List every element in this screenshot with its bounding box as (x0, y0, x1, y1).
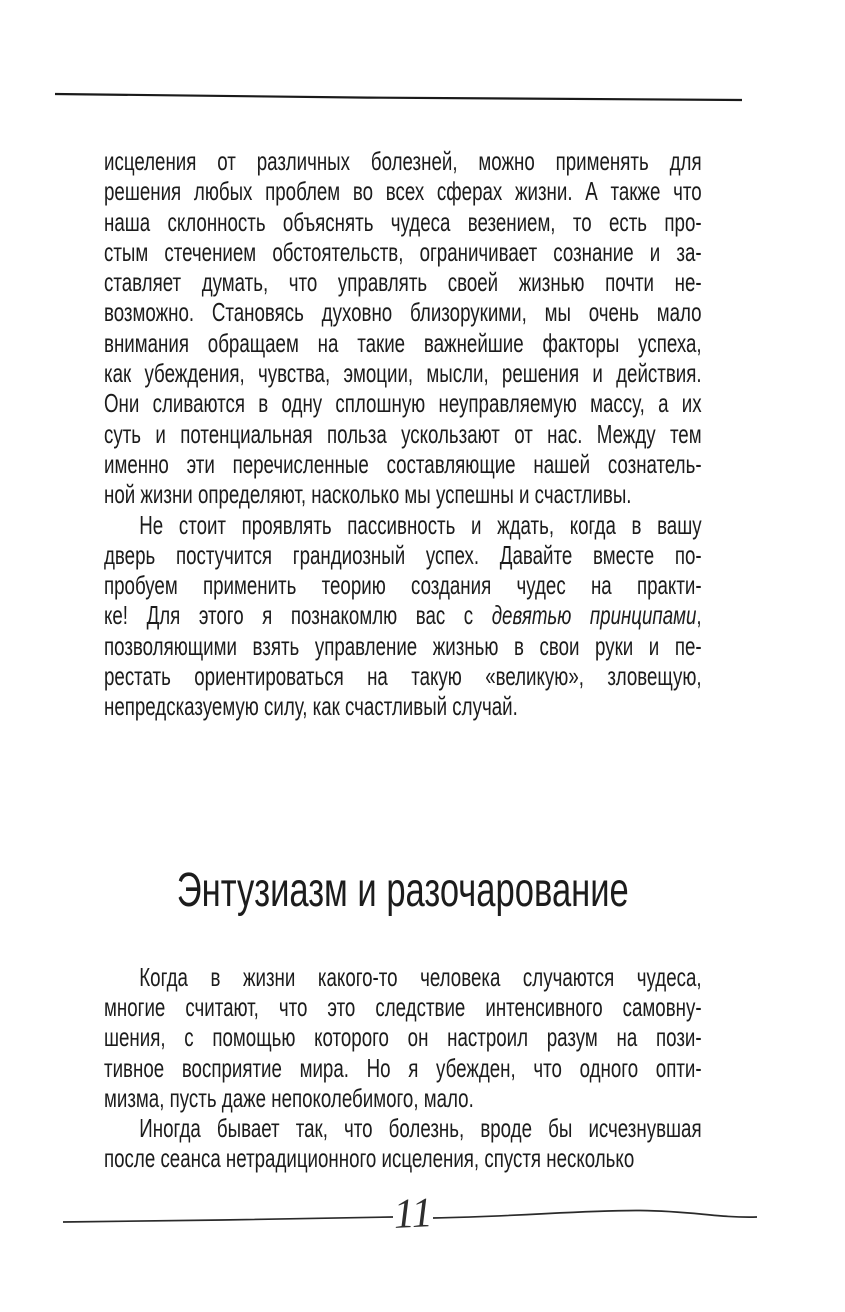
text-line: тивное восприятие мира. Но я убежден, что одного опти- (104, 1052, 702, 1083)
text-line: стым стечением обстоятельств, ограничивает сознание и за- (104, 236, 702, 267)
text-line: наша склонность объяснять чудеса везением, то есть про- (104, 206, 702, 237)
text-block-top (104, 146, 702, 722)
text-line: решения любых проблем во всех сферах жизни. А также что (104, 176, 702, 207)
header-rule (0, 88, 845, 104)
text-line: после сеанса нетрадиционного исцеления, спустя несколько (104, 1143, 635, 1174)
text-line: ке! Для этого я познакомлю вас с девятью принципами, (104, 600, 702, 631)
text-line: ной жизни определяют, насколько мы успешны и счастливы. (104, 479, 632, 510)
footer-rule-right (433, 1211, 757, 1219)
text-line: суть и потенциальная польза ускользают от нас. Между тем (104, 418, 702, 449)
text-line: Иногда бывает так, что болезнь, вроде бы исчезнувшая (139, 1113, 702, 1144)
text-line: мизма, пусть даже непоколебимого, мало. (104, 1082, 474, 1113)
text-line: Не стоит проявлять пассивность и ждать, когда в вашу (139, 509, 702, 540)
text-line: позволяющими взять управление жизнью в свои руки и пе- (104, 630, 702, 661)
text-line: дверь постучится грандиозный успех. Давайте вместе по- (104, 539, 702, 570)
page-number: 11 (392, 1190, 434, 1238)
footer-rule-left (63, 1217, 393, 1222)
text-line: Они сливаются в одну сплошную неуправляемую массу, а их (104, 388, 702, 419)
text-line: именно эти перечисленные составляющие нашей сознатель- (104, 448, 702, 479)
text-line: непредсказуемую силу, как счастливый случай. (104, 691, 518, 722)
section-heading: Энтузиазм и разочарование (176, 863, 629, 917)
text-block-bottom (104, 962, 702, 1174)
text-line: рестать ориентироваться на такую «великую», зловещую, (104, 661, 702, 692)
paragraph (104, 962, 702, 1113)
body-text (104, 146, 702, 1174)
paragraph (104, 510, 702, 722)
text-line: пробуем применить теорию создания чудес на практи- (104, 570, 702, 601)
text-line: как убеждения, чувства, эмоции, мысли, решения и действия. (104, 358, 702, 389)
paragraph (104, 1113, 702, 1174)
text-line: возможно. Становясь духовно близорукими, мы очень мало (104, 297, 702, 328)
text-line: Когда в жизни какого-то человека случаются чудеса, (139, 961, 702, 992)
text-line: ставляет думать, что управлять своей жизнью почти не- (104, 267, 702, 298)
text-line: многие считают, что это следствие интенсивного самовну- (104, 991, 702, 1022)
text-line: исцеления от различных болезней, можно применять для (104, 146, 702, 176)
paragraph (104, 146, 702, 510)
text-line: шения, с помощью которого он настроил разум на пози- (104, 1022, 702, 1053)
text-line: внимания обращаем на такие важнейшие факторы успеха, (104, 327, 702, 358)
